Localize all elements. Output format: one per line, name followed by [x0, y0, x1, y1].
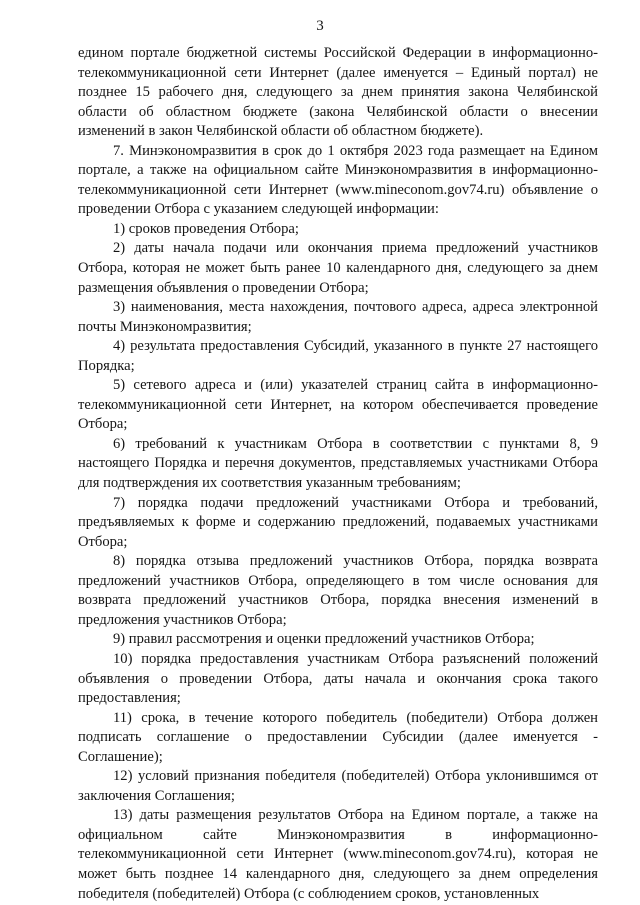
list-item-13: 13) даты размещения результатов Отбора на Едином портале, а также на официальном сайте Минэкономразвития в информационно-телекоммуникационной сети Интернет (www.mineconom.gov74.ru), которая не может быть позднее 14 календарного дня, следующего за днем определения победителя (победителей) Отбора (с соблюдением сроков, установленных	[78, 807, 598, 902]
list-item-8: 8) порядка отзыва предложений участников Отбора, порядка возврата предложений участников Отбора, определяющего в том числе основания для возврата предложений участников Отбора, порядка внесения изменений в предложения участников Отбора;	[78, 553, 598, 628]
list-item-5: 5) сетевого адреса и (или) указателей страниц сайта в информационно-телекоммуникационной сети Интернет, на котором обеспечивается проведение Отбора;	[78, 377, 598, 433]
list-item-1: 1) сроков проведения Отбора;	[113, 220, 299, 237]
list-item-10: 10) порядка предоставления участникам Отбора разъяснений положений объявления о проведении Отбора, даты начала и окончания срока такого предоставления;	[78, 650, 598, 707]
list-item-2: 2) даты начала подачи или окончания приема предложений участников Отбора, которая не может быть ранее 10 календарного дня, следующего за днем размещения объявления о проведении Отбора;	[78, 240, 598, 296]
list-item-9: 9) правил рассмотрения и оценки предложений участников Отбора;	[113, 631, 535, 648]
list-item-6: 6) требований к участникам Отбора в соответствии с пунктами 8, 9 настоящего Порядка и перечня документов, представляемых участниками Отбора для подтверждения их соответствия указанным требованиям;	[78, 435, 598, 492]
list-item-12: 12) условий признания победителя (победителей) Отбора уклонившимся от заключения Соглашения;	[78, 768, 598, 804]
list-item-4: 4) результата предоставления Субсидий, указанного в пункте 27 настоящего Порядка;	[78, 338, 598, 374]
paragraph-item-7: 7. Минэкономразвития в срок до 1 октября 2023 года размещает на Едином портале, а также на официальном сайте Минэкономразвития в информационно-телекоммуникационной сети Интернет (www.mineconom.gov74.ru) объявление о проведении Отбора с указанием следующей информации:	[78, 142, 598, 218]
page-number: 3	[316, 18, 324, 34]
list-item-7: 7) порядка подачи предложений участниками Отбора и требований, предъявляемых к форме и содержанию предложений, подаваемых участниками Отбора;	[78, 494, 598, 550]
list-item-11: 11) срока, в течение которого победитель (победители) Отбора должен подписать соглашение о предоставлении Субсидии (далее именуется - Соглашение);	[78, 709, 598, 765]
paragraph-continuation: едином портале бюджетной системы Российской Федерации в информационно-телекоммуникационной сети Интернет (далее именуется – Единый портал) не позднее 15 рабочего дня, следующего за днем принятия закона Челябинской области об областном бюджете (закона Челябинской области о внесении изменений в закон Челябинской области об областном бюджете).	[78, 45, 598, 140]
document-body	[78, 44, 598, 904]
list-item-3: 3) наименования, места нахождения, почтового адреса, адреса электронной почты Минэкономразвития;	[78, 299, 598, 335]
